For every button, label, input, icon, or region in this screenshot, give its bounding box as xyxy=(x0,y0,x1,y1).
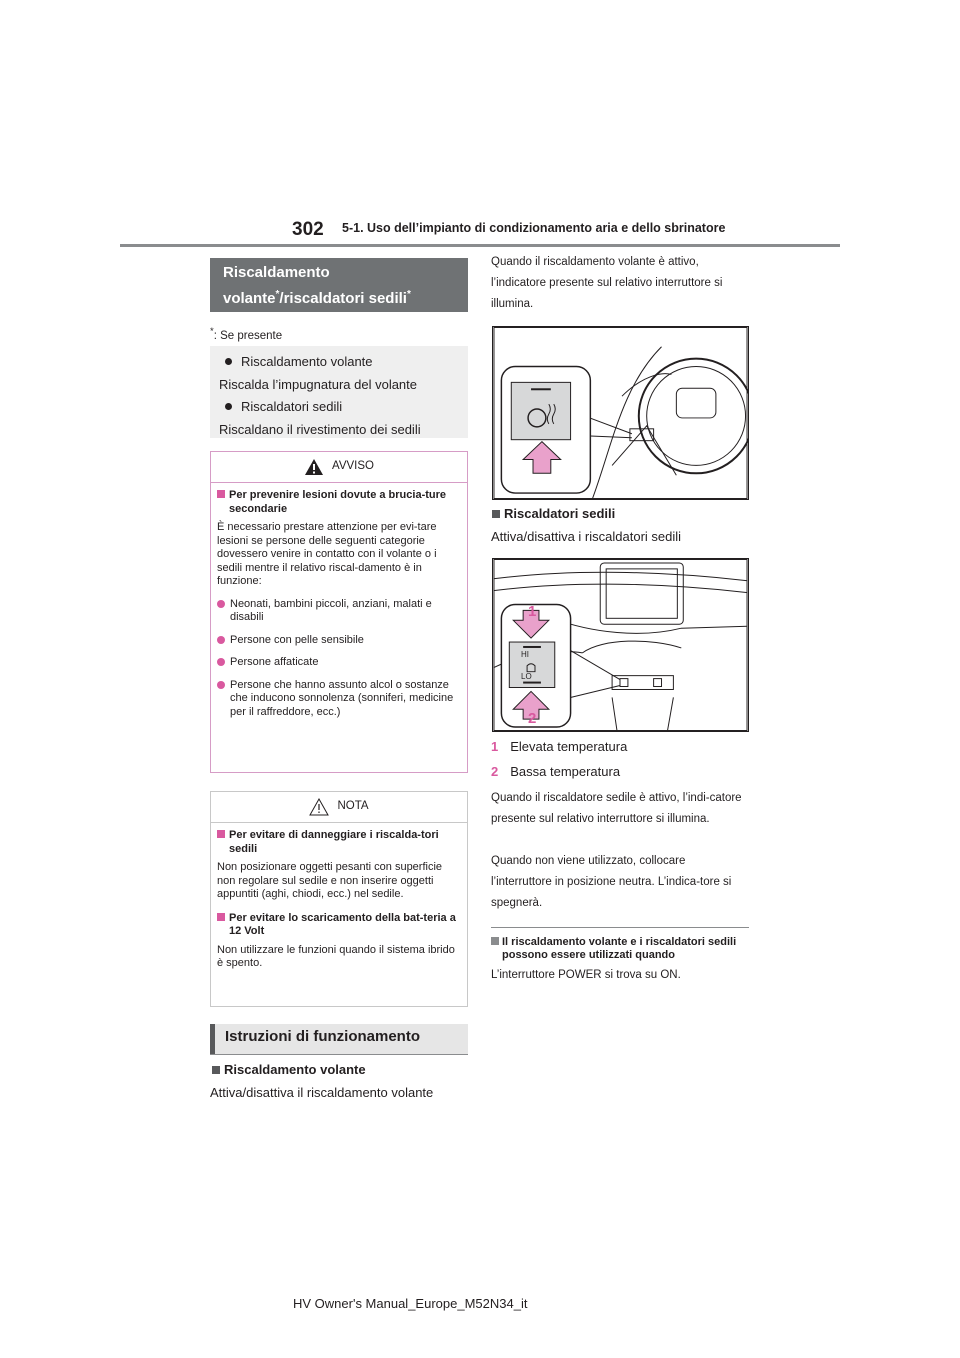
warning-title xyxy=(211,452,467,483)
feature-summary xyxy=(210,346,468,438)
notice-box xyxy=(210,791,468,1007)
seat-heater-illustration xyxy=(492,558,749,732)
warning-heading xyxy=(217,489,461,516)
usage-text: L’interruttore POWER si trova su ON. xyxy=(491,969,681,981)
steering-heading xyxy=(212,1062,366,1077)
legend-item-1 xyxy=(491,739,627,754)
notice-title xyxy=(211,792,467,823)
notice-heading-text: Per evitare lo scaricamento della bat-teria a 12 Volt xyxy=(229,911,456,937)
callout-2: 2 xyxy=(528,710,537,727)
section-title-line1: Riscaldamento xyxy=(223,264,330,281)
asterisk-mark-2: * xyxy=(406,289,411,300)
square-bullet-icon xyxy=(217,830,225,838)
warning-item xyxy=(217,634,461,648)
warning-item-text: Persone che hanno assunto alcol o sostanze che inducono sonnolenza (sonniferi, medicine per il raffreddore, ecc.) xyxy=(230,678,454,718)
section-rule xyxy=(210,1054,468,1055)
notice-heading-1 xyxy=(217,829,461,856)
steering-indicator-text: Quando il riscaldamento volante è attivo, l’indicatore presente sul relativo interruttore si illumina. xyxy=(491,256,723,310)
summary-desc: Riscalda l’impugnatura del volante xyxy=(219,376,418,392)
notice-heading-2 xyxy=(217,912,461,939)
seats-heading xyxy=(492,506,615,521)
summary-item xyxy=(219,396,459,419)
section-title-operation: Istruzioni di funzionamento xyxy=(210,1024,468,1054)
section-title-line2 xyxy=(223,284,468,310)
seat-indicator-text: Quando il riscaldatore sedile è attivo, l’indi-catore presente sul relativo interruttore si illumina. xyxy=(491,792,742,825)
summary-item-name: Riscaldatori sedili xyxy=(241,399,343,414)
square-bullet-icon xyxy=(217,913,225,921)
warning-triangle-icon xyxy=(304,458,324,476)
warning-item xyxy=(217,679,461,720)
pink-bullet-icon xyxy=(217,681,225,689)
usage-heading xyxy=(491,936,749,962)
notice-text-1: Non posizionare oggetti pesanti con superficie non regolare sul sedile e non inserire oggetti appuntiti (aghi, chiodi, ecc.) nel sedile. xyxy=(217,861,443,900)
bullet-icon xyxy=(225,403,232,410)
warning-body xyxy=(211,483,467,722)
seat-neutral-text: Quando non viene utilizzato, collocare l’interruttore in posizione neutra. L’indica-tore si spegnerà. xyxy=(491,855,732,909)
notice-text-2: Non utilizzare le funzioni quando il sistema ibrido è spento. xyxy=(217,943,455,969)
bullet-icon xyxy=(225,358,232,365)
warning-box xyxy=(210,451,468,773)
square-bullet-icon xyxy=(492,510,500,518)
square-bullet-icon xyxy=(217,490,225,498)
notice-triangle-icon xyxy=(309,798,329,816)
warning-item-text: Persone con pelle sensibile xyxy=(230,633,364,646)
pink-bullet-icon xyxy=(217,636,225,644)
usage-heading-text: Il riscaldamento volante e i riscaldatori sedili possono essere utilizzati quando xyxy=(502,936,737,961)
legend-label: Elevata temperatura xyxy=(510,739,628,754)
pink-bullet-icon xyxy=(217,600,225,608)
summary-item xyxy=(219,351,459,374)
warning-heading-text: Per prevenire lesioni dovute a brucia-ture secondarie xyxy=(229,489,447,515)
footnote-text: : Se presente xyxy=(213,329,283,342)
legend-item-2 xyxy=(491,764,620,779)
summary-desc: Riscaldano il rivestimento dei sedili xyxy=(219,421,421,437)
title-part-seats: /riscaldatori sedili xyxy=(279,290,407,307)
square-bullet-icon xyxy=(212,1066,220,1074)
notice-title-text: NOTA xyxy=(337,800,369,813)
section-title-heating xyxy=(210,258,468,312)
title-part-volante: volante xyxy=(223,290,276,307)
steering-text: Attiva/disattiva il riscaldamento volante xyxy=(210,1085,434,1100)
seats-text: Attiva/disattiva i riscaldatori sedili xyxy=(491,529,682,544)
hi-label: HI xyxy=(521,650,529,659)
warning-item xyxy=(217,656,461,670)
warning-item-text: Neonati, bambini piccoli, anziani, malati e disabili xyxy=(230,597,432,623)
pink-bullet-icon xyxy=(217,658,225,666)
notice-heading-text: Per evitare di danneggiare i riscalda-tori sedili xyxy=(229,829,439,855)
square-bullet-icon xyxy=(491,937,499,945)
page-number: 302 xyxy=(292,219,324,240)
notice-body xyxy=(211,823,467,974)
header-rule xyxy=(120,244,840,247)
chapter-title: 5-1. Uso dell’impianto di condizionamento aria e dello sbrinatore xyxy=(342,221,726,235)
footnote-mark: * xyxy=(210,326,214,337)
asterisk-mark: * xyxy=(275,289,280,300)
steering-heater-illustration xyxy=(492,326,749,500)
footnote xyxy=(210,326,282,342)
lo-label: LO xyxy=(521,672,532,681)
summary-item-name: Riscaldamento volante xyxy=(241,354,373,369)
steering-heading-text: Riscaldamento volante xyxy=(224,1062,366,1077)
footer-text: HV Owner's Manual_Europe_M52N34_it xyxy=(293,1296,528,1311)
warning-text: È necessario prestare attenzione per evi-tare lesioni se persone delle seguenti categorie dovessero venire in contatto con il volante o i sedili mentre il relativo riscal-damento è in funzione: xyxy=(217,521,437,587)
legend-number: 1 xyxy=(491,739,499,754)
usage-rule xyxy=(491,927,749,928)
warning-item xyxy=(217,598,461,625)
seats-heading-text: Riscaldatori sedili xyxy=(504,506,616,521)
legend-label: Bassa temperatura xyxy=(510,764,621,779)
warning-title-text: AVVISO xyxy=(332,460,374,473)
callout-1: 1 xyxy=(528,603,537,620)
warning-item-text: Persone affaticate xyxy=(230,656,319,668)
legend-number: 2 xyxy=(491,764,499,779)
